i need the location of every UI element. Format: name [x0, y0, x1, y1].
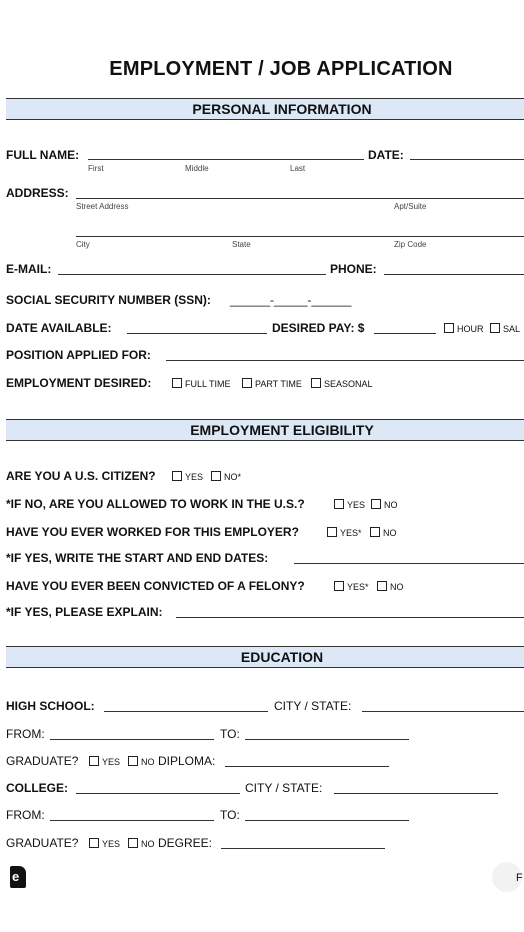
worked-yes-option[interactable] [327, 527, 362, 538]
degree-field[interactable] [221, 848, 385, 849]
diploma-field[interactable] [225, 766, 389, 767]
high-school-label: HIGH SCHOOL: [6, 699, 95, 713]
date-available-field[interactable] [127, 333, 267, 334]
option-label: YES [102, 839, 121, 849]
option-label: SEASONAL [324, 379, 373, 389]
checkbox-icon [327, 527, 337, 537]
checkbox-icon [242, 378, 252, 388]
middle-sublabel: Middle [185, 164, 209, 173]
position-field[interactable] [166, 360, 524, 361]
checkbox-icon [377, 581, 387, 591]
hs-city-state-label: CITY / STATE: [274, 699, 352, 713]
checkbox-icon [371, 499, 381, 509]
hour-option[interactable] [444, 323, 484, 334]
desired-pay-label: DESIRED PAY: $ [272, 321, 365, 335]
citizen-question: ARE YOU A U.S. CITIZEN? [6, 469, 156, 483]
allowed-no-option[interactable] [371, 499, 398, 510]
college-to-field[interactable] [245, 820, 409, 821]
option-label: SAL [503, 324, 521, 334]
explain-field[interactable] [176, 617, 524, 618]
citizen-yes-option[interactable] [172, 471, 203, 482]
option-label: NO* [224, 472, 242, 482]
apt-sublabel: Apt/Suite [394, 202, 427, 211]
salary-option[interactable] [490, 323, 520, 334]
option-label: HOUR [457, 324, 484, 334]
zip-sublabel: Zip Code [394, 240, 427, 249]
street-address-field[interactable] [76, 198, 524, 199]
option-label: NO [141, 757, 155, 767]
college-graduate-no[interactable] [128, 838, 155, 849]
option-label: YES* [347, 582, 369, 592]
felony-question: HAVE YOU EVER BEEN CONVICTED OF A FELONY? [6, 579, 305, 593]
hs-city-state-field[interactable] [362, 711, 524, 712]
checkbox-icon [128, 756, 138, 766]
college-graduate-label: GRADUATE? [6, 836, 79, 850]
explain-question: *IF YES, PLEASE EXPLAIN: [6, 605, 163, 619]
hs-to-field[interactable] [245, 739, 409, 740]
checkbox-icon [444, 323, 454, 333]
high-school-field[interactable] [104, 711, 268, 712]
seasonal-option[interactable] [311, 378, 373, 389]
state-sublabel: State [232, 240, 251, 249]
checkbox-icon [128, 838, 138, 848]
worked-no-option[interactable] [370, 527, 397, 538]
street-sublabel: Street Address [76, 202, 129, 211]
hs-graduate-yes[interactable] [89, 756, 120, 767]
checkbox-icon [311, 378, 321, 388]
option-label: NO [141, 839, 155, 849]
checkbox-icon [89, 756, 99, 766]
dates-question: *IF YES, WRITE THE START AND END DATES: [6, 551, 269, 565]
edge-letter: F [516, 872, 523, 884]
checkbox-icon [334, 499, 344, 509]
option-label: NO [383, 528, 397, 538]
allowed-question: *IF NO, ARE YOU ALLOWED TO WORK IN THE U.S.? [6, 497, 305, 511]
section-header-education [6, 646, 524, 668]
section-header-personal [6, 98, 524, 120]
citizen-no-option[interactable] [211, 471, 241, 482]
address-label: ADDRESS: [6, 186, 69, 200]
college-from-label: FROM: [6, 808, 45, 822]
option-label: YES [185, 472, 204, 482]
section-title: EMPLOYMENT ELIGIBILITY [190, 422, 374, 438]
date-field[interactable] [410, 159, 524, 160]
checkbox-icon [172, 378, 182, 388]
felony-yes-option[interactable] [334, 581, 369, 592]
logo-letter: e [12, 869, 20, 884]
full-name-field[interactable] [88, 159, 364, 160]
hs-to-label: TO: [220, 727, 240, 741]
eforms-logo-icon [10, 866, 26, 888]
checkbox-icon [370, 527, 380, 537]
last-sublabel: Last [290, 164, 306, 173]
college-city-state-field[interactable] [334, 793, 498, 794]
city-sublabel: City [76, 240, 90, 249]
college-graduate-yes[interactable] [89, 838, 120, 849]
phone-field[interactable] [384, 274, 524, 275]
hs-graduate-no[interactable] [128, 756, 155, 767]
desired-pay-field[interactable] [374, 333, 436, 334]
first-sublabel: First [88, 164, 104, 173]
checkbox-icon [490, 323, 500, 333]
full-time-option[interactable] [172, 378, 231, 389]
position-label: POSITION APPLIED FOR: [6, 348, 151, 362]
full-name-label: FULL NAME: [6, 148, 80, 162]
date-available-label: DATE AVAILABLE: [6, 321, 112, 335]
hs-graduate-label: GRADUATE? [6, 754, 79, 768]
page-title: EMPLOYMENT / JOB APPLICATION [109, 58, 453, 80]
dates-field[interactable] [294, 563, 524, 564]
checkbox-icon [89, 838, 99, 848]
option-label: PART TIME [255, 379, 302, 389]
checkbox-icon [334, 581, 344, 591]
checkbox-icon [211, 471, 221, 481]
phone-label: PHONE: [330, 262, 377, 276]
college-field[interactable] [76, 793, 240, 794]
section-header-eligibility [6, 419, 524, 441]
hs-from-label: FROM: [6, 727, 45, 741]
date-label: DATE: [368, 148, 404, 162]
college-city-state-label: CITY / STATE: [245, 781, 323, 795]
city-state-zip-field[interactable] [76, 236, 524, 237]
email-label: E-MAIL: [6, 262, 52, 276]
option-label: YES [102, 757, 121, 767]
felony-no-option[interactable] [377, 581, 404, 592]
email-field[interactable] [58, 274, 326, 275]
employment-desired-label: EMPLOYMENT DESIRED: [6, 376, 152, 390]
college-from-field[interactable] [50, 820, 214, 821]
checkbox-icon [172, 471, 182, 481]
option-label: NO [390, 582, 404, 592]
section-title: EDUCATION [240, 649, 324, 665]
allowed-yes-option[interactable] [334, 499, 365, 510]
ssn-label: SOCIAL SECURITY NUMBER (SSN): [6, 293, 211, 307]
diploma-label: DIPLOMA: [158, 754, 216, 768]
college-label: COLLEGE: [6, 781, 68, 795]
option-label: YES* [340, 528, 362, 538]
part-time-option[interactable] [242, 378, 302, 389]
option-label: FULL TIME [185, 379, 231, 389]
hs-from-field[interactable] [50, 739, 214, 740]
section-title: PERSONAL INFORMATION [192, 101, 372, 117]
ssn-field[interactable]: ______-_____-______ [230, 293, 352, 307]
degree-label: DEGREE: [158, 836, 213, 850]
college-to-label: TO: [220, 808, 240, 822]
worked-question: HAVE YOU EVER WORKED FOR THIS EMPLOYER? [6, 525, 299, 539]
option-label: YES [347, 500, 366, 510]
option-label: NO [384, 500, 398, 510]
